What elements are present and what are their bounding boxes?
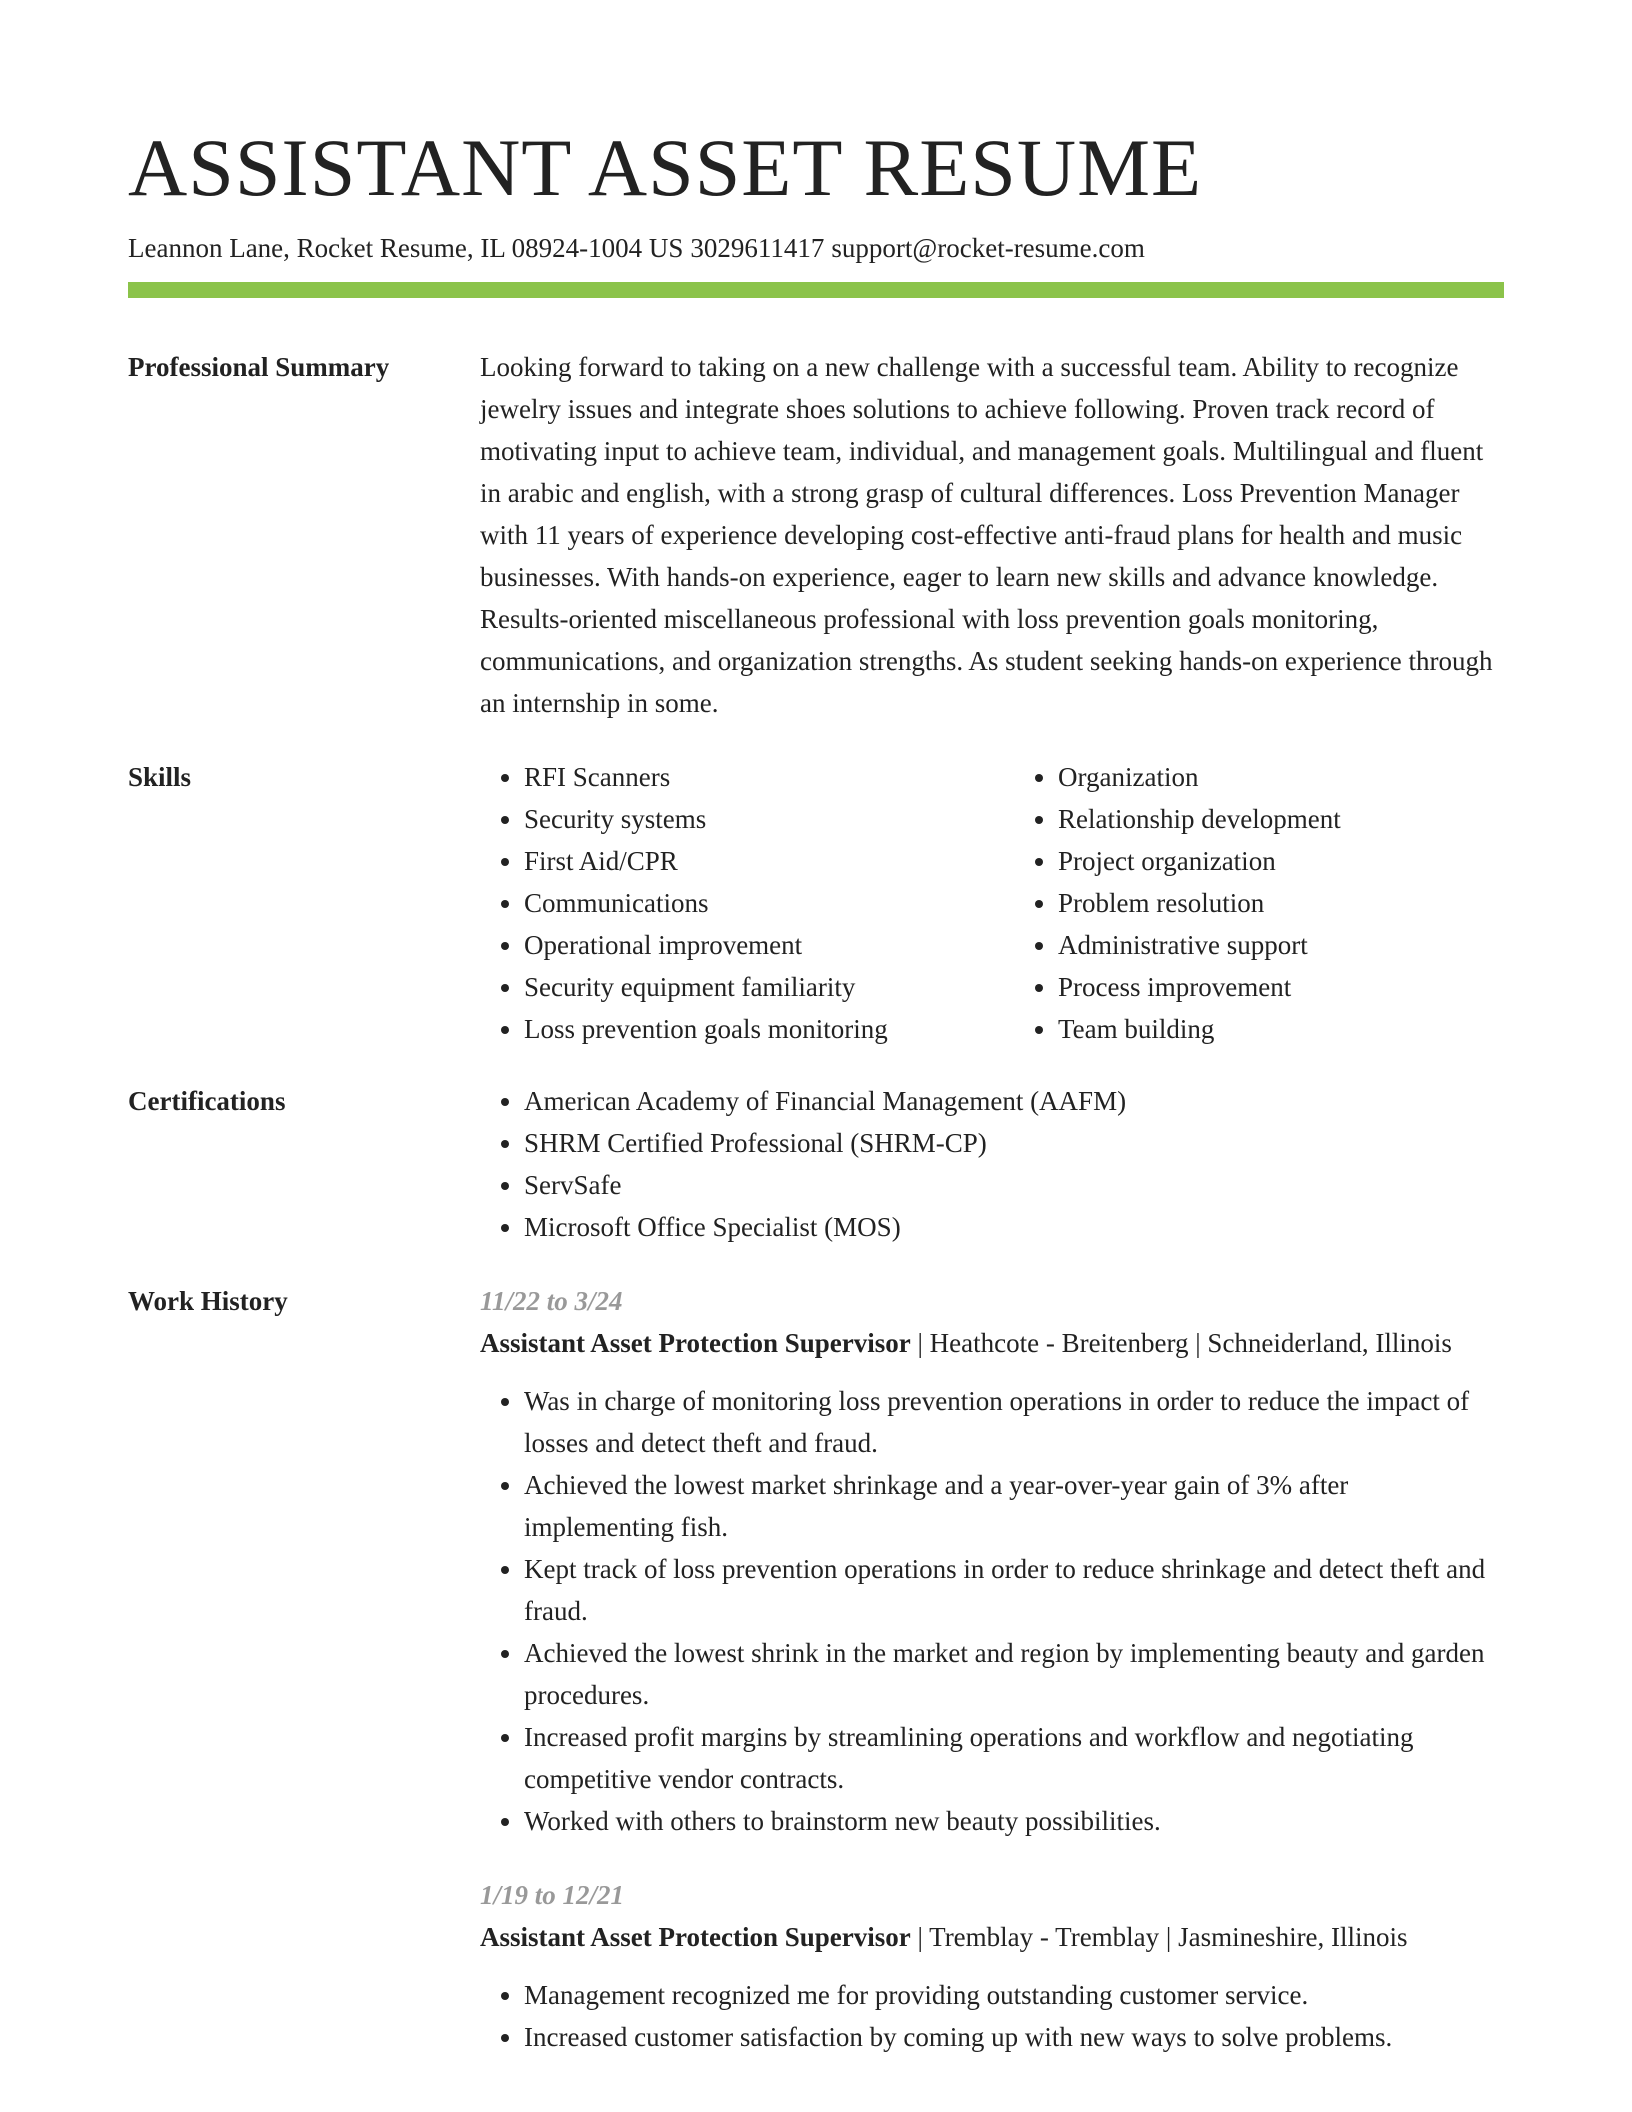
job-bullet: • Was in charge of monitoring loss prevention operations in order to reduce the impact of losses and detect theft and fraud. <box>524 1380 1504 1464</box>
job-header <box>480 1322 1504 1364</box>
summary-section <box>128 346 1504 724</box>
certification-item: • SHRM Certified Professional (SHRM-CP) <box>524 1122 1504 1164</box>
skill-item: • Organization <box>1058 756 1504 798</box>
skills-columns <box>480 756 1504 1050</box>
certification-item: • ServSafe <box>524 1164 1504 1206</box>
contact-line <box>128 230 1504 266</box>
skill-item: • Operational improvement <box>524 924 970 966</box>
certification-item: • American Academy of Financial Management (AAFM) <box>524 1080 1504 1122</box>
skill-item: • Team building <box>1058 1008 1504 1050</box>
resume-page <box>128 120 1504 2058</box>
skill-item: • Communications <box>524 882 970 924</box>
contact-address: Leannon Lane, Rocket Resume, IL 08924-1004 US <box>128 233 684 263</box>
skill-item: • First Aid/CPR <box>524 840 970 882</box>
job-entry <box>480 1874 1504 2058</box>
job-bullet: • Worked with others to brainstorm new beauty possibilities. <box>524 1800 1504 1842</box>
skill-item: • RFI Scanners <box>524 756 970 798</box>
resume-title: ASSISTANT ASSET RESUME <box>128 122 1203 213</box>
job-dates: 1/19 to 12/21 <box>480 1880 625 1910</box>
skills-heading: Skills <box>128 762 192 792</box>
job-dates: 11/22 to 3/24 <box>480 1286 623 1316</box>
skill-item: • Security equipment familiarity <box>524 966 970 1008</box>
job-bullet: • Achieved the lowest shrink in the market and region by implementing beauty and garden procedures. <box>524 1632 1504 1716</box>
certifications-list <box>480 1080 1504 1248</box>
skills-section <box>128 756 1504 1050</box>
certifications-heading: Certifications <box>128 1086 286 1116</box>
work-history-section <box>128 1280 1504 2058</box>
job-details: | Heathcote - Breitenberg | Schneiderland, Illinois <box>910 1328 1452 1358</box>
job-bullet: • Management recognized me for providing outstanding customer service. <box>524 1974 1504 2016</box>
job-bullets <box>480 1380 1504 1842</box>
summary-text: Looking forward to taking on a new challenge with a successful team. Ability to recognize jewelry issues and integrate shoes solutions to achieve following. Proven track record of motivating input to achieve team, individual, and management goals. Multilingual and fluent in arabic and english, with a strong grasp of cultural differences. Loss Prevention Manager with 11 years of experience developing cost-effective anti-fraud plans for health and music businesses. With hands-on experience, eager to learn new skills and advance knowledge. Results-oriented miscellaneous professional with loss prevention goals monitoring, communications, and organization strengths. As student seeking hands-on experience through an internship in some. <box>480 352 1493 718</box>
certification-item: • Microsoft Office Specialist (MOS) <box>524 1206 1504 1248</box>
skill-item: • Process improvement <box>1058 966 1504 1008</box>
skill-item: • Relationship development <box>1058 798 1504 840</box>
job-bullet: • Increased profit margins by streamlining operations and workflow and negotiating competitive vendor contracts. <box>524 1716 1504 1800</box>
job-bullets <box>480 1974 1504 2058</box>
job-details: | Tremblay - Tremblay | Jasmineshire, Illinois <box>910 1922 1408 1952</box>
job-bullet: • Kept track of loss prevention operations in order to reduce shrinkage and detect theft and fraud. <box>524 1548 1504 1632</box>
contact-email: support@rocket-resume.com <box>831 233 1145 263</box>
job-entry <box>480 1280 1504 1842</box>
job-header <box>480 1916 1504 1958</box>
job-bullet: • Increased customer satisfaction by coming up with new ways to solve problems. <box>524 2016 1504 2058</box>
accent-divider <box>128 282 1504 298</box>
skill-item: • Administrative support <box>1058 924 1504 966</box>
skill-item: • Loss prevention goals monitoring <box>524 1008 970 1050</box>
skills-list-right <box>1014 756 1504 1050</box>
job-title: Assistant Asset Protection Supervisor <box>480 1328 911 1358</box>
job-title: Assistant Asset Protection Supervisor <box>480 1922 911 1952</box>
work-history-heading: Work History <box>128 1286 288 1316</box>
skill-item: • Security systems <box>524 798 970 840</box>
contact-phone: 3029611417 <box>690 233 825 263</box>
skill-item: • Problem resolution <box>1058 882 1504 924</box>
skills-list-left <box>480 756 970 1050</box>
certifications-section <box>128 1080 1504 1248</box>
job-bullet: • Achieved the lowest market shrinkage and a year-over-year gain of 3% after implementing fish. <box>524 1464 1504 1548</box>
skill-item: • Project organization <box>1058 840 1504 882</box>
summary-heading: Professional Summary <box>128 352 390 382</box>
